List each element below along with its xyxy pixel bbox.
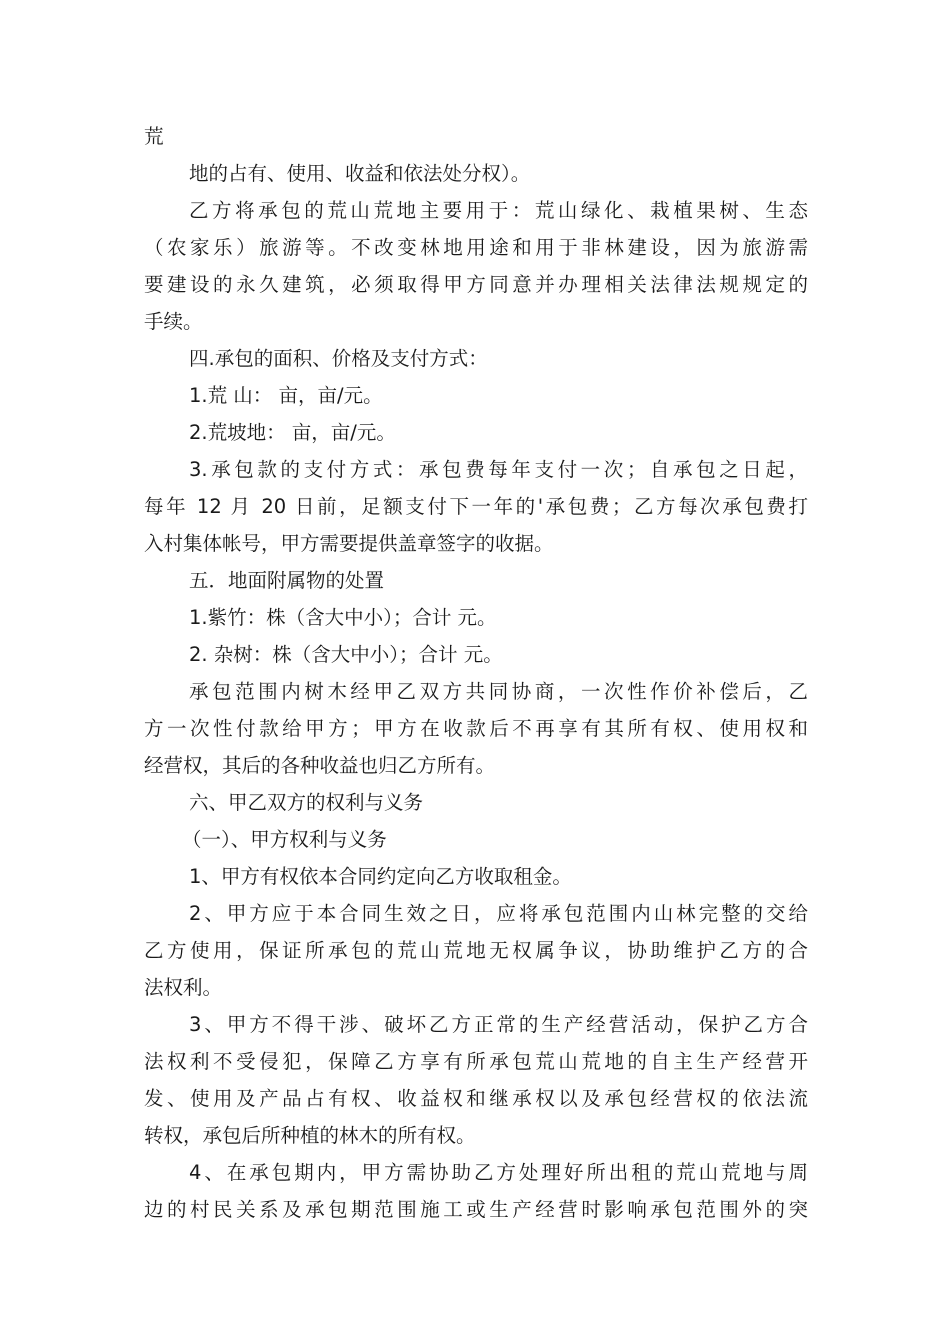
- list-item: 3.承包款的支付方式：承包费每年支付一次；自承包之日起，: [189, 458, 808, 481]
- text-line: 法权利。: [144, 976, 223, 999]
- text-line: 乙方将承包的荒山荒地主要用于：荒山绿化、栽植果树、生态: [189, 199, 808, 222]
- list-item: 1、甲方有权依本合同约定向乙方收取租金。: [189, 865, 572, 888]
- text-line: 手续。: [144, 310, 203, 333]
- subsection-heading: （一）、甲方权利与义务: [182, 828, 387, 851]
- text-line: 荒: [144, 125, 164, 148]
- text-line: 发、使用及产品占有权、收益权和继承权以及承包经营权的依法流: [144, 1087, 808, 1110]
- list-item: 2、甲方应于本合同生效之日，应将承包范围内山林完整的交给: [189, 902, 808, 925]
- text-line: 承包范围内树木经甲乙双方共同协商，一次性作价补偿后，乙: [189, 680, 808, 703]
- text-line: 方一次性付款给甲方；甲方在收款后不再享有其所有权、使用权和: [144, 717, 808, 740]
- list-item: 1.荒 山： 亩，亩/元。: [189, 384, 383, 407]
- text-line: 入村集体帐号，甲方需要提供盖章签字的收据。: [144, 532, 554, 555]
- text-line: 地的占有、使用、收益和依法处分权）。: [189, 162, 531, 185]
- section-heading: 五．地面附属物的处置: [189, 569, 385, 592]
- text-line: 转权，承包后所种植的林木的所有权。: [144, 1124, 476, 1147]
- text-line: 每年 12 月 20 日前，足额支付下一年的'承包费；乙方每次承包费打: [144, 495, 808, 518]
- document-body: [144, 118, 808, 1228]
- list-item: 2.荒坡地： 亩，亩/元。: [189, 421, 396, 444]
- section-heading: 六、甲乙双方的权利与义务: [189, 791, 424, 814]
- text-line: 边的村民关系及承包期范围施工或生产经营时影响承包范围外的突: [144, 1198, 808, 1221]
- section-heading: 四.承包的面积、价格及支付方式：: [189, 347, 488, 370]
- text-line: 要建设的永久建筑，必须取得甲方同意并办理相关法律法规规定的: [144, 273, 808, 296]
- text-line: 经营权，其后的各种收益也归乙方所有。: [144, 754, 496, 777]
- text-line: （农家乐）旅游等。不改变林地用途和用于非林建设，因为旅游需: [144, 236, 808, 259]
- text-line: 乙方使用，保证所承包的荒山荒地无权属争议，协助维护乙方的合: [144, 939, 808, 962]
- list-item: 4、在承包期内，甲方需协助乙方处理好所出租的荒山荒地与周: [189, 1161, 808, 1184]
- list-item: 2. 杂树：株（含大中小）；合计 元。: [189, 643, 503, 666]
- text-line: 法权利不受侵犯，保障乙方享有所承包荒山荒地的自主生产经营开: [144, 1050, 808, 1073]
- list-item: 3、甲方不得干涉、破坏乙方正常的生产经营活动，保护乙方合: [189, 1013, 808, 1036]
- list-item: 1.紫竹：株（含大中小）；合计 元。: [189, 606, 497, 629]
